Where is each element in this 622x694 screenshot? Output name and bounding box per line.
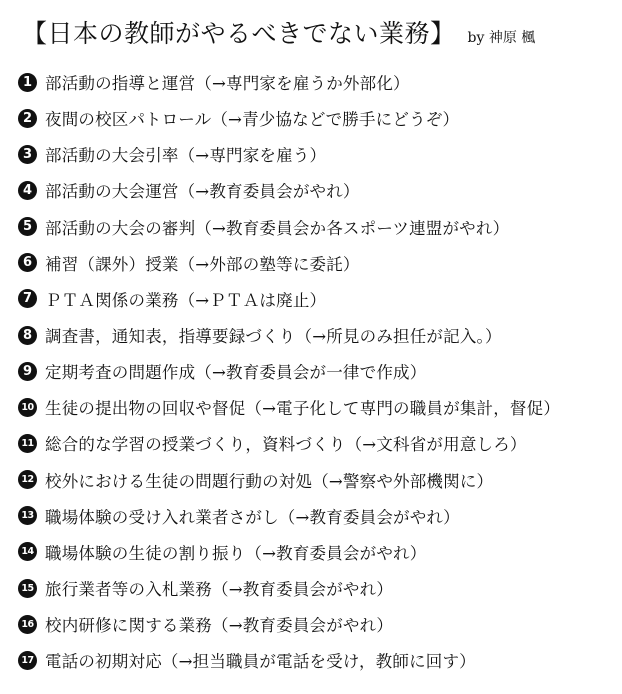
list-item [18, 353, 618, 389]
number-badge: 13 [18, 506, 37, 525]
list-item [18, 209, 618, 245]
item-text: 総合的な学習の授業づくり，資料づくり（→文科省が用意しろ） [45, 435, 527, 455]
list-item [18, 64, 618, 100]
list-item [18, 281, 618, 317]
header [22, 14, 612, 54]
number-badge: 12 [18, 470, 37, 489]
item-text: 調査書，通知表，指導要録づくり（→所見のみ担任が記入。） [45, 327, 502, 347]
number-badge: 7 [18, 289, 37, 308]
number-badge: 3 [18, 145, 37, 164]
list-item [18, 317, 618, 353]
item-text: 補習（課外）授業（→外部の塾等に委託） [45, 254, 360, 274]
list-item [18, 100, 618, 136]
item-text: 旅行業者等の入札業務（→教育委員会がやれ） [45, 580, 394, 600]
list-item [18, 462, 618, 498]
number-badge: 16 [18, 615, 37, 634]
item-text: ＰＴＡ関係の業務（→ＰＴＡは廃止） [45, 290, 327, 310]
number-badge: 10 [18, 398, 37, 417]
number-badge: 2 [18, 109, 37, 128]
list-item [18, 570, 618, 606]
page-title: 【日本の教師がやるべきでない業務】 [22, 19, 456, 48]
number-badge: 17 [18, 651, 37, 670]
number-badge: 4 [18, 181, 37, 200]
item-text: 職場体験の受け入れ業者さがし（→教育委員会がやれ） [45, 507, 460, 527]
list-item [18, 642, 618, 678]
item-text: 校外における生徒の問題行動の対処（→警察や外部機関に） [45, 471, 494, 491]
list-item [18, 136, 618, 172]
author-byline: by 神原 楓 [467, 30, 536, 46]
list-item [18, 389, 618, 425]
number-badge: 11 [18, 434, 37, 453]
item-text: 職場体験の生徒の割り振り（→教育委員会がやれ） [45, 543, 427, 563]
item-text: 定期考査の問題作成（→教育委員会が一律で作成） [45, 363, 427, 383]
list-item [18, 425, 618, 461]
list-item [18, 172, 618, 208]
task-list [18, 64, 618, 678]
item-text: 部活動の大会引率（→専門家を雇う） [45, 146, 327, 166]
item-text: 電話の初期対応（→担当職員が電話を受け，教師に回す） [45, 652, 476, 672]
number-badge: 15 [18, 579, 37, 598]
list-item [18, 498, 618, 534]
number-badge: 8 [18, 326, 37, 345]
item-text: 部活動の指導と運営（→専門家を雇うか外部化） [45, 74, 410, 94]
item-text: 夜間の校区パトロール（→青少協などで勝手にどうぞ） [45, 110, 460, 130]
number-badge: 14 [18, 542, 37, 561]
list-item [18, 245, 618, 281]
item-text: 部活動の大会運営（→教育委員会がやれ） [45, 182, 360, 202]
item-text: 校内研修に関する業務（→教育委員会がやれ） [45, 616, 394, 636]
list-item [18, 606, 618, 642]
item-text: 部活動の大会の審判（→教育委員会か各スポーツ連盟がやれ） [45, 218, 510, 238]
number-badge: 5 [18, 217, 37, 236]
number-badge: 6 [18, 253, 37, 272]
list-item [18, 534, 618, 570]
number-badge: 9 [18, 362, 37, 381]
number-badge: 1 [18, 73, 37, 92]
item-text: 生徒の提出物の回収や督促（→電子化して専門の職員が集計，督促） [45, 399, 561, 419]
